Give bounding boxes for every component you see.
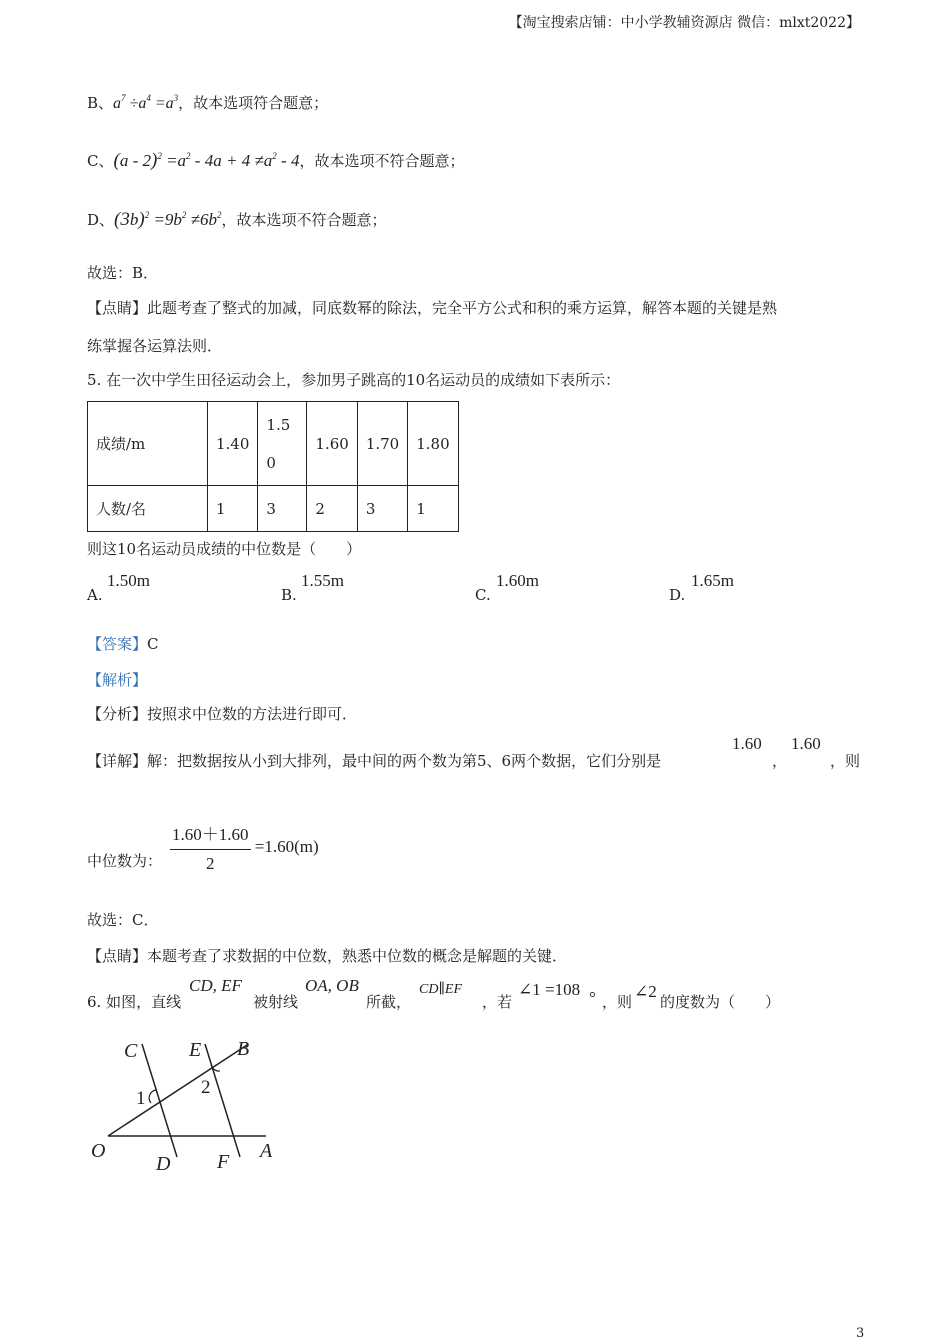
q5-option-d-value: 1.65m <box>691 571 734 590</box>
point-label-e: E <box>189 1039 202 1061</box>
q5-option-a-value: 1.50m <box>107 571 150 590</box>
geometry-figure <box>80 1030 300 1180</box>
score-cell: 1.70 <box>357 402 407 486</box>
q4-comment-line2: 练掌握各运算法则． <box>87 337 223 355</box>
median-label: 中位数为： <box>87 852 163 870</box>
score-cell: 1.80 <box>408 402 458 486</box>
q5-choice: 故选：C． <box>87 911 159 929</box>
fraction-denominator: 2 <box>206 854 215 873</box>
option-b-label: B、 <box>87 94 114 112</box>
fraction <box>170 820 251 874</box>
score-cell: 1.40 <box>208 402 258 486</box>
q5-option-b-value: 1.55m <box>301 571 344 590</box>
option-b-text: ，故本选项符合题意； <box>178 94 329 112</box>
q5-comment: 【点睛】本题考查了求数据的中位数，熟悉中位数的概念是解题的关键． <box>87 947 568 965</box>
q6-angle1: ∠1 =108 <box>518 980 581 999</box>
q5-answer-line <box>87 633 159 654</box>
count-cell: 1 <box>408 486 458 532</box>
q6-text-3: 所截， <box>366 993 412 1011</box>
option-c-line <box>87 150 464 172</box>
option-d-formula: $(3b)^2 =9b^2 \ne 6b^2$ <box>114 209 222 230</box>
count-header-cell: 人数/名 <box>88 486 208 532</box>
option-c-label: C、 <box>87 152 114 170</box>
q4-choice: 故选：B． <box>87 264 159 282</box>
answer-tag: 【答案】 <box>87 635 148 653</box>
count-cell: 3 <box>357 486 407 532</box>
q6-prefix: 6. 如图，直线 <box>87 993 182 1011</box>
score-cell-part: 0 <box>266 453 276 472</box>
q6-lines: CD, EF <box>189 976 242 995</box>
q6-text-6: 的度数为（ ） <box>660 993 781 1011</box>
angle-2-label: 2 <box>201 1077 211 1098</box>
q5-detail-value-2: 1.60 <box>791 734 821 753</box>
option-b-line <box>87 92 328 113</box>
line-cd <box>142 1044 177 1157</box>
q5-option-c-label: C. <box>475 586 491 604</box>
score-row <box>88 402 459 486</box>
score-cell-wrapped <box>258 402 307 486</box>
q5-option-c-value: 1.60m <box>496 571 539 590</box>
score-header-cell: 成绩/m <box>88 402 208 486</box>
q6-text-5: ，则 <box>602 993 633 1011</box>
option-d-line <box>87 209 387 231</box>
point-label-b: B <box>237 1038 250 1060</box>
count-cell: 2 <box>307 486 357 532</box>
median-fraction <box>170 820 319 874</box>
q5-stem: 5. 在一次中学生田径运动会上，参加男子跳高的10名运动员的成绩如下表所示： <box>87 371 621 389</box>
point-label-o: O <box>91 1140 106 1162</box>
score-cell: 1.60 <box>307 402 357 486</box>
angle-1-arc <box>149 1090 156 1103</box>
q5-fenxi: 【分析】按照求中位数的方法进行即可． <box>87 705 358 723</box>
option-c-text: ，故本选项不符合题意； <box>299 152 465 170</box>
option-d-text: ，故本选项不符合题意； <box>221 211 387 229</box>
point-label-f: F <box>217 1151 230 1173</box>
q4-comment-line1: 【点睛】此题考查了整式的加减，同底数幂的除法，完全平方公式和积的乘方运算，解答本题的关键是熟 <box>87 299 778 317</box>
option-c-formula: $(a - 2)^2 =a^2 - 4a + 4 \ne a^2 - 4$ <box>113 150 300 171</box>
q5-option-b-label: B. <box>281 586 297 604</box>
q5-detail-comma: ， <box>772 752 788 770</box>
fraction-numerator: 1.60＋1.60 <box>170 820 251 850</box>
angle-1-label: 1 <box>136 1088 146 1109</box>
q5-detail-value-1: 1.60 <box>732 734 762 753</box>
count-cell: 3 <box>258 486 307 532</box>
q6-parallel: CD∥EF <box>419 982 463 997</box>
q6-degree: ° <box>589 988 596 1007</box>
fraction-result: =1.60(m) <box>254 837 319 856</box>
option-d-label: D、 <box>87 211 115 229</box>
q6-rays: OA, OB <box>305 976 359 995</box>
q5-detail-text: 【详解】解：把数据按从小到大排列，最中间的两个数为第5、6两个数据，它们分别是 <box>87 752 662 770</box>
answer-value: C <box>147 635 159 653</box>
point-label-d: D <box>156 1153 171 1175</box>
header-banner: 【淘宝搜索店铺：中小学教辅资源店 微信：mlxt2022】 <box>508 15 860 31</box>
point-label-c: C <box>124 1040 138 1062</box>
page-number: 3 <box>856 1326 865 1341</box>
q5-option-a-label: A. <box>87 586 103 604</box>
analysis-tag: 【解析】 <box>87 671 148 689</box>
count-cell: 1 <box>208 486 258 532</box>
option-b-formula: $a^7 \div a^4 =a^3$ <box>113 93 179 112</box>
q6-angle2: ∠2 <box>634 982 657 1001</box>
q6-text-2: 被射线 <box>253 993 299 1011</box>
count-row <box>88 486 459 532</box>
q5-option-d-label: D. <box>669 586 686 604</box>
score-table <box>87 401 459 532</box>
q5-detail-end: ，则 <box>830 752 861 770</box>
q5-question: 则这10名运动员成绩的中位数是（ ） <box>87 540 362 558</box>
point-label-a: A <box>260 1140 273 1162</box>
q6-text-4: ，若 <box>482 993 513 1011</box>
score-cell-part: 1.5 <box>266 415 291 434</box>
